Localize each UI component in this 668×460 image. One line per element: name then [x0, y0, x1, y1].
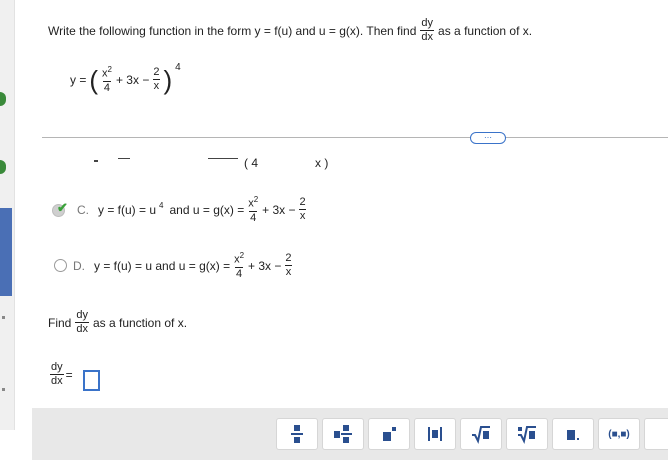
expand-more-button[interactable]: [470, 132, 506, 144]
fraction-numerator: dy: [421, 17, 434, 29]
open-paren: (: [89, 64, 99, 95]
panel-divider: [14, 0, 15, 430]
numerator-two: 2: [299, 196, 306, 209]
section-divider: [42, 137, 668, 138]
denominator-four: 4: [250, 211, 257, 224]
question-suffix: as a function of x.: [438, 23, 533, 38]
absolute-value-button[interactable]: [414, 418, 456, 450]
mixed-number-icon: [333, 424, 353, 444]
find-label: Find: [48, 315, 72, 330]
denominator-x: x: [153, 80, 160, 93]
clipped-paren-right: x ): [315, 156, 329, 170]
checkmark-icon: ✔: [57, 199, 68, 215]
square-exp: 2: [239, 251, 245, 260]
x-squared-over-4: [233, 252, 245, 280]
clipped-mark: [208, 158, 238, 162]
interval-icon: (■,■): [608, 428, 630, 440]
gutter-active-item[interactable]: [0, 208, 12, 296]
x-var: x: [102, 67, 108, 80]
clipped-mark: [94, 160, 98, 162]
exponent-icon: [381, 424, 397, 444]
x-squared-over-4: [247, 196, 259, 224]
square-root-button[interactable]: [460, 418, 502, 450]
question-text: [48, 18, 532, 43]
find-suffix: as a function of x.: [92, 315, 188, 330]
square-root-icon: [471, 424, 491, 444]
option-letter: D.: [73, 258, 85, 273]
dy-dx-fraction: [420, 18, 434, 43]
two-over-x: [284, 253, 292, 278]
answer-input[interactable]: [83, 370, 100, 391]
find-prompt: [48, 310, 187, 335]
clipped-mark: [118, 158, 130, 162]
question-prefix: Write the following function in the form y = f(u) and u = g(x). Then find: [48, 23, 417, 38]
option-c[interactable]: [52, 196, 307, 224]
nth-root-button[interactable]: [506, 418, 548, 450]
equals-sign: =: [65, 367, 73, 382]
fraction-numerator: dy: [51, 361, 63, 373]
fraction-numerator: dy: [76, 309, 88, 321]
given-function: [70, 62, 181, 95]
decimal-icon: [565, 424, 581, 444]
decimal-button[interactable]: [552, 418, 594, 450]
denominator-four: 4: [103, 81, 111, 94]
option-c-exponent: 4: [159, 201, 164, 211]
numerator-two: 2: [153, 66, 160, 79]
dy-dx-fraction: [50, 362, 64, 387]
x-squared-over-4: [101, 66, 113, 94]
two-over-x: [299, 197, 307, 222]
option-c-prefix: y = f(u) = u: [98, 202, 157, 217]
option-letter: C.: [77, 202, 89, 217]
option-d-prefix: y = f(u) = u and u = g(x) =: [94, 258, 231, 273]
numerator-two: 2: [285, 252, 292, 265]
square-exp: 2: [253, 195, 259, 204]
plus-3x-term: + 3x −: [248, 258, 282, 273]
gutter-marker: [2, 316, 5, 319]
option-d-radio[interactable]: [54, 259, 67, 272]
dy-dx-fraction: [75, 310, 89, 335]
fraction-denominator: dx: [421, 31, 434, 43]
x-var: x: [248, 197, 254, 210]
outer-exponent: 4: [175, 62, 181, 74]
denominator-x: x: [285, 266, 292, 279]
square-exp: 2: [107, 65, 112, 74]
gutter-marker: [2, 388, 5, 391]
close-paren: ): [163, 64, 173, 95]
denominator-four: 4: [235, 267, 243, 280]
mixed-number-button[interactable]: [322, 418, 364, 450]
lhs-label: y =: [70, 72, 87, 87]
option-c-radio[interactable]: [52, 199, 74, 217]
two-over-x: [152, 67, 160, 92]
interval-button[interactable]: [598, 418, 640, 450]
denominator-x: x: [299, 210, 306, 223]
x-var: x: [234, 253, 240, 266]
nth-root-icon: [517, 424, 537, 444]
plus-3x-term: + 3x −: [115, 72, 150, 87]
exponent-button[interactable]: [368, 418, 410, 450]
absolute-value-icon: [427, 424, 443, 444]
option-c-mid: and u = g(x) =: [169, 202, 245, 217]
clipped-paren-left: ( 4: [244, 156, 259, 170]
answer-line: [50, 362, 73, 387]
option-d[interactable]: [54, 252, 293, 280]
fraction-denominator: dx: [51, 375, 63, 387]
more-tools-button[interactable]: [644, 418, 668, 450]
plus-3x-term: + 3x −: [262, 202, 296, 217]
fraction-denominator: dx: [76, 323, 88, 335]
fraction-button[interactable]: [276, 418, 318, 450]
ellipsis-icon: ⋯: [484, 133, 492, 142]
fraction-icon: [290, 424, 304, 444]
